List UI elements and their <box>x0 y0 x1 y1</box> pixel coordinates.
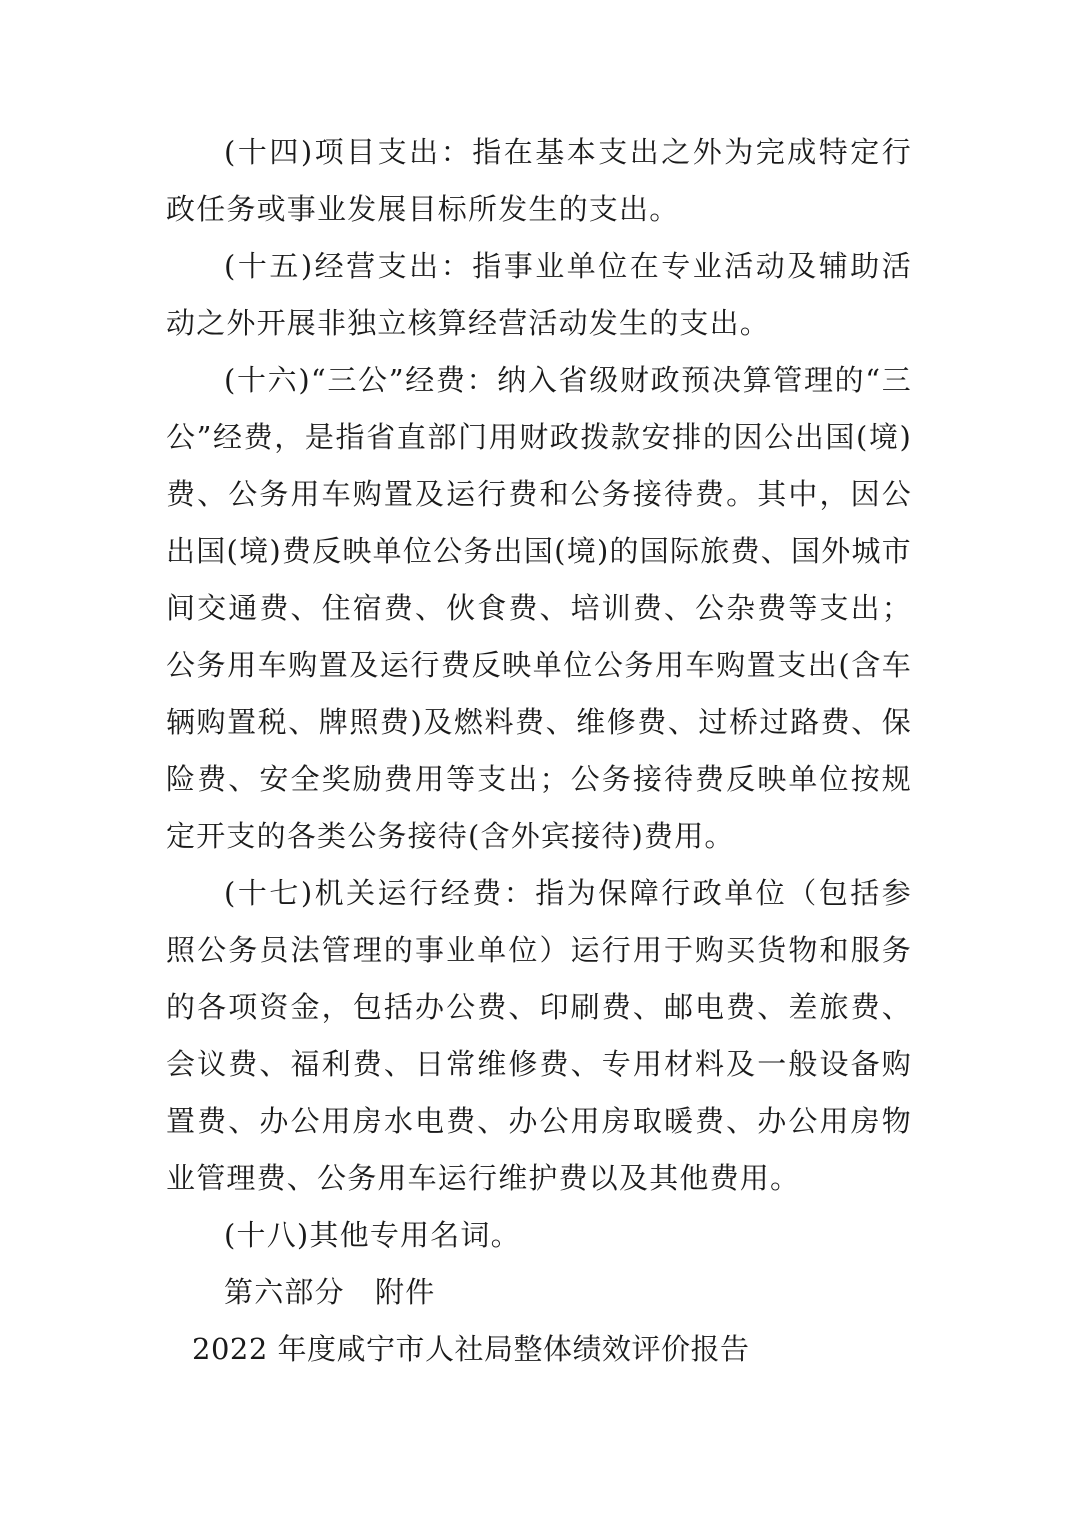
attachment-title[interactable]: 2022 年度咸宁市人社局整体绩效评价报告 <box>192 1332 750 1366</box>
paragraph-other-terms: (十八)其他专用名词。 <box>224 1218 521 1252</box>
document-body <box>166 124 912 1378</box>
paragraph-operating-expenditure: (十五)经营支出：指事业单位在专业活动及辅助活动之外开展非独立核算经营活动发生的支出。 <box>166 249 912 340</box>
section-heading: 第六部分 附件 <box>224 1275 436 1309</box>
paragraph-agency-operating-funds: (十七)机关运行经费：指为保障行政单位（包括参照公务员法管理的事业单位）运行用于购买货物和服务的各项资金，包括办公费、印刷费、邮电费、差旅费、会议费、福利费、日常维修费、专用材料及一般设备购置费、办公用房水电费、办公用房取暖费、办公用房物业管理费、公务用车运行维护费以及其他费用。 <box>166 876 912 1195</box>
paragraph-project-expenditure: (十四)项目支出：指在基本支出之外为完成特定行政任务或事业发展目标所发生的支出。 <box>166 135 912 226</box>
paragraph-three-public-expenses: (十六)“三公”经费：纳入省级财政预决算管理的“三公”经费，是指省直部门用财政拨款安排的因公出国(境)费、公务用车购置及运行费和公务接待费。其中，因公出国(境)费反映单位公务出国(境)的国际旅费、国外城市间交通费、住宿费、伙食费、培训费、公杂费等支出；公务用车购置及运行费反映单位公务用车购置支出(含车辆购置税、牌照费)及燃料费、维修费、过桥过路费、保险费、安全奖励费用等支出；公务接待费反映单位按规定开支的各类公务接待(含外宾接待)费用。 <box>166 363 912 853</box>
